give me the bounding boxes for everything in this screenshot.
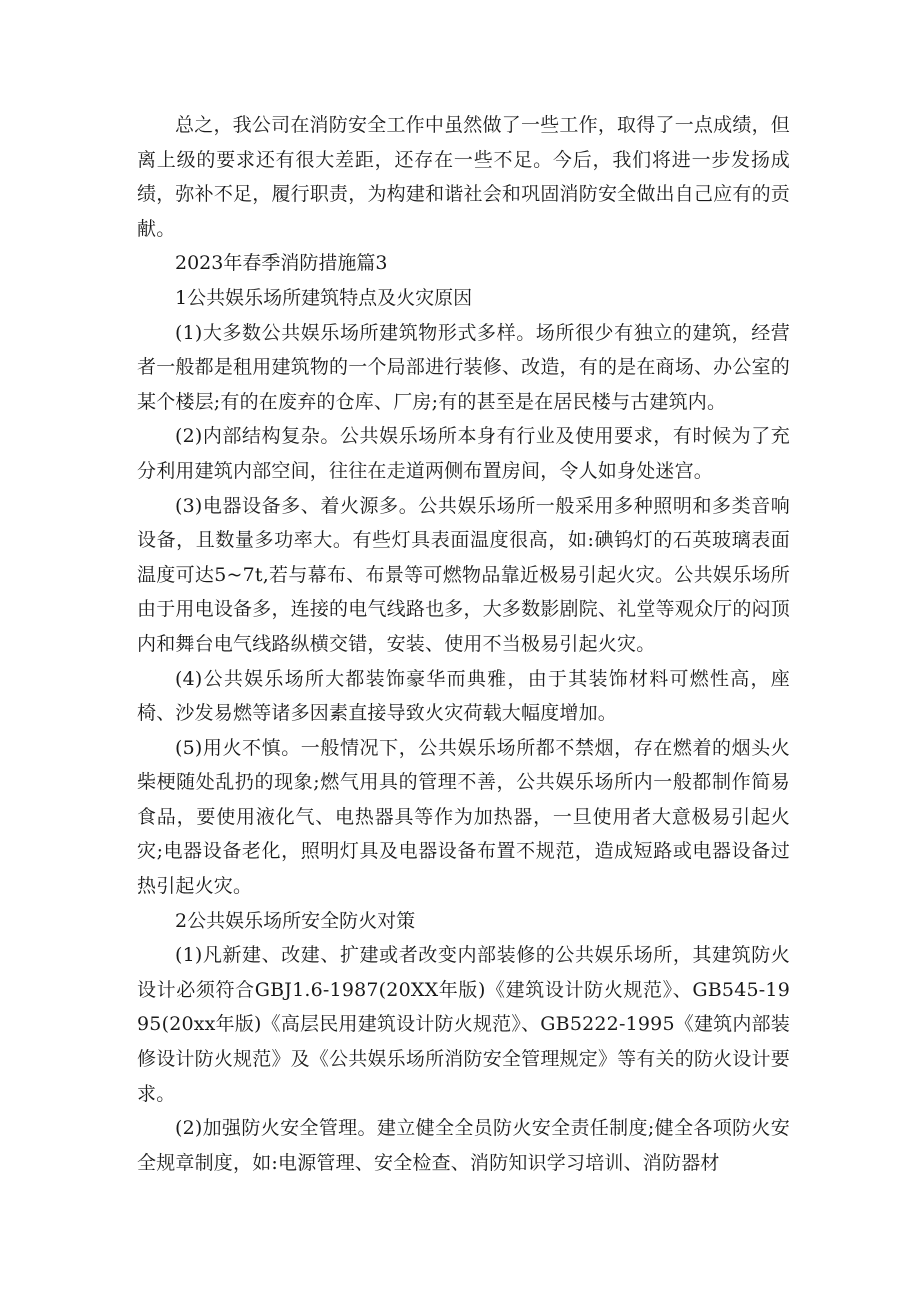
paragraph-summary: 总之，我公司在消防安全工作中虽然做了一些工作，取得了一点成绩，但离上级的要求还有很大差距，还存在一些不足。今后，我们将进一步发扬成绩，弥补不足，履行职责，为构建和谐社会和巩固消防安全做出自己应有的贡献。 bbox=[137, 114, 790, 240]
paragraph-item-4: (4)公共娱乐场所大都装饰豪华而典雅，由于其装饰材料可燃性高，座椅、沙发易燃等诸多因素直接导致火灾荷载大幅度增加。 bbox=[137, 667, 790, 725]
paragraph-measure-1: (1)凡新建、改建、扩建或者改变内部装修的公共娱乐场所，其建筑防火设计必须符合GBJ1.6-1987(20XX年版)《建筑设计防火规范》、GB545-1995(20xx年版)《高层民用建筑设计防火规范》、GB5222-1995《建筑内部装修设计防火规范》及《公共娱乐场所消防安全管理规定》等有关的防火设计要求。 bbox=[137, 944, 790, 1105]
paragraph-measure-2: (2)加强防火安全管理。建立健全全员防火安全责任制度;健全各项防火安全规章制度，如:电源管理、安全检查、消防知识学习培训、消防器材 bbox=[137, 1117, 790, 1174]
paragraph-item-3: (3)电器设备多、着火源多。公共娱乐场所一般采用多种照明和多类音响设备，且数量多功率大。有些灯具表面温度很高，如:碘钨灯的石英玻璃表面温度可达5~7t,若与幕布、布景等可燃物品靠近极易引起火灾。公共娱乐场所由于用电设备多，连接的电气线路也多，大多数影剧院、礼堂等观众厅的闷顶内和舞台电气线路纵横交错，安装、使用不当极易引起火灾。 bbox=[137, 494, 790, 655]
paragraph-item-5: (5)用火不慎。一般情况下，公共娱乐场所都不禁烟，存在燃着的烟头火柴梗随处乱扔的现象;燃气用具的管理不善，公共娱乐场所内一般都制作简易食品，要使用液化气、电热器具等作为加热器，一旦使用者大意极易引起火灾;电器设备老化，照明灯具及电器设备布置不规范，造成短路或电器设备过热引起火灾。 bbox=[137, 736, 790, 898]
subheading-fire-prevention: 2公共娱乐场所安全防火对策 bbox=[175, 909, 416, 932]
document-page bbox=[137, 108, 790, 1180]
section-title: 2023年春季消防措施篇3 bbox=[175, 252, 388, 275]
paragraph-item-1: (1)大多数公共娱乐场所建筑物形式多样。场所很少有独立的建筑，经营者一般都是租用建筑物的一个局部进行装修、改造，有的是在商场、办公室的某个楼层;有的在废弃的仓库、厂房;有的甚至是在居民楼与古建筑内。 bbox=[137, 321, 790, 413]
paragraph-item-2: (2)内部结构复杂。公共娱乐场所本身有行业及使用要求，有时候为了充分利用建筑内部空间，往往在走道两侧布置房间，令人如身处迷宫。 bbox=[137, 425, 790, 482]
subheading-building-features: 1公共娱乐场所建筑特点及火灾原因 bbox=[175, 286, 473, 309]
